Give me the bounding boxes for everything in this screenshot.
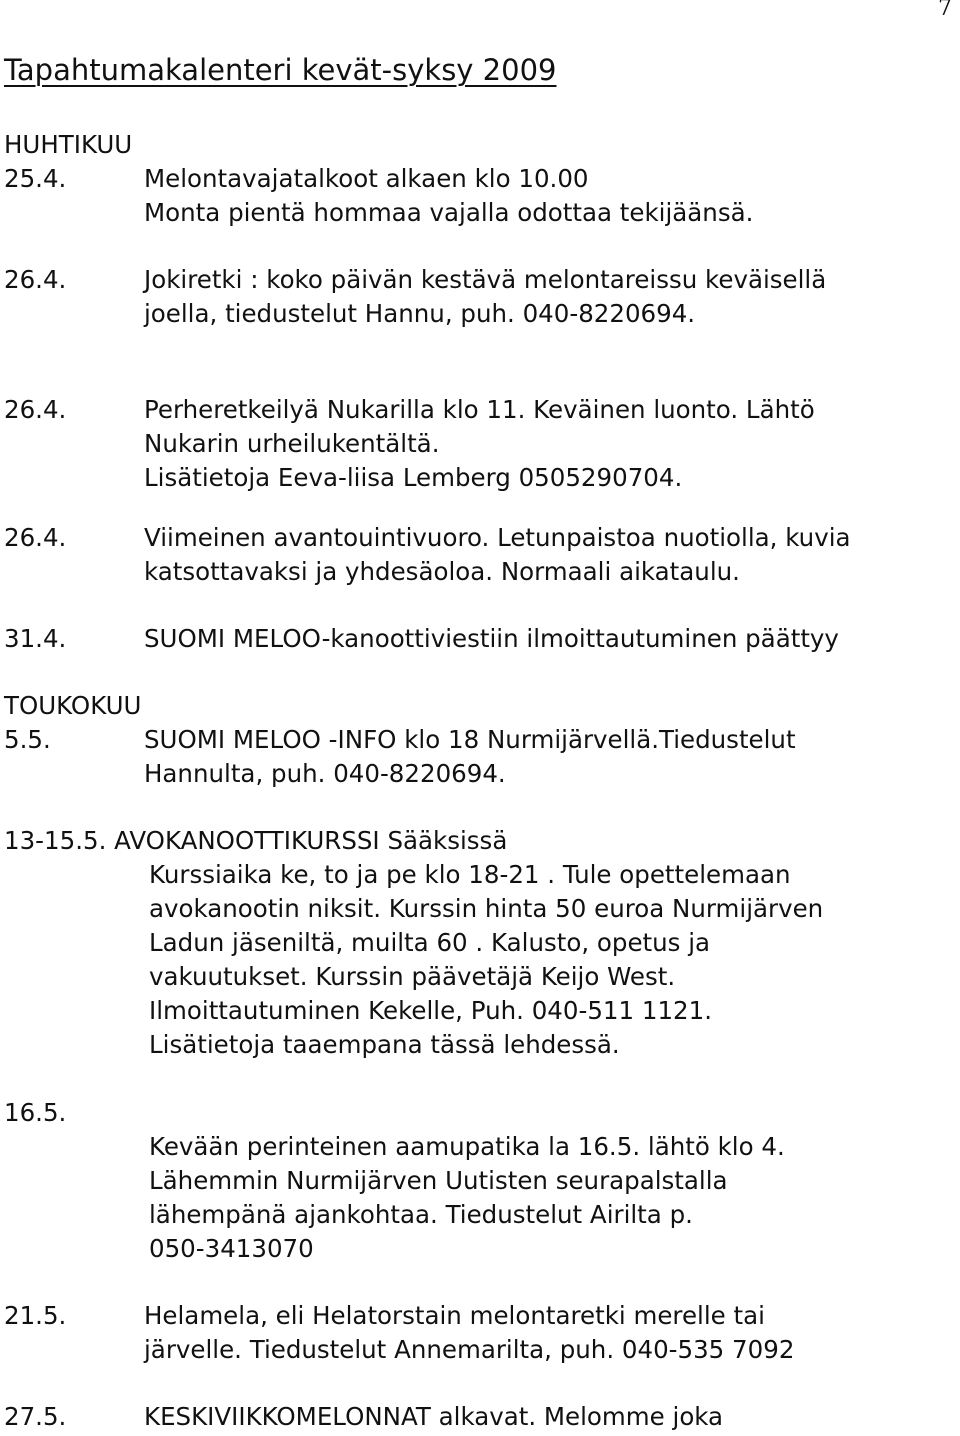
- event-date: 26.4.: [4, 265, 67, 294]
- event-text: Monta pientä hommaa vajalla odottaa tekijäänsä.: [144, 198, 754, 227]
- event-text: Helamela, eli Helatorstain melontaretki merelle tai: [144, 1301, 765, 1330]
- event-text: Perheretkeilyä Nukarilla klo 11. Keväinen luonto. Lähtö: [144, 395, 815, 424]
- page-number: 7: [938, 0, 952, 21]
- event-date: 13-15.5. AVOKANOOTTIKURSSI Sääksissä: [4, 826, 508, 855]
- event-text: avokanootin niksit. Kurssin hinta 50 euroa Nurmijärven: [149, 894, 824, 923]
- event-date: 16.5.: [4, 1098, 67, 1127]
- event-text: Kurssiaika ke, to ja pe klo 18-21 . Tule opettelemaan: [149, 860, 791, 889]
- event-text: vakuutukset. Kurssin päävetäjä Keijo West.: [149, 962, 676, 991]
- event-text: 050-3413070: [149, 1234, 314, 1263]
- event-date: 26.4.: [4, 523, 67, 552]
- event-text: joella, tiedustelut Hannu, puh. 040-8220694.: [144, 299, 696, 328]
- event-text: Kevään perinteinen aamupatika la 16.5. lähtö klo 4.: [149, 1132, 785, 1161]
- event-text: lähempänä ajankohtaa. Tiedustelut Airilta p.: [149, 1200, 693, 1229]
- month-heading: TOUKOKUU: [4, 691, 142, 720]
- event-text: SUOMI MELOO-kanoottiviestiin ilmoittautuminen päättyy: [144, 624, 839, 653]
- event-date: 26.4.: [4, 395, 67, 424]
- event-text: Viimeinen avantouintivuoro. Letunpaistoa nuotiolla, kuvia: [144, 523, 851, 552]
- event-text: Lähemmin Nurmijärven Uutisten seurapalstalla: [149, 1166, 728, 1195]
- event-text: Lisätietoja taaempana tässä lehdessä.: [149, 1030, 620, 1059]
- event-text: järvelle. Tiedustelut Annemarilta, puh. 040-535 7092: [144, 1335, 795, 1364]
- event-text: Ilmoittautuminen Kekelle, Puh. 040-511 1121.: [149, 996, 713, 1025]
- page-title: Tapahtumakalenteri kevät-syksy 2009: [4, 53, 557, 87]
- event-text: Hannulta, puh. 040-8220694.: [144, 759, 506, 788]
- event-date: 27.5.: [4, 1402, 67, 1431]
- event-text: Ladun jäseniltä, muilta 60 . Kalusto, opetus ja: [149, 928, 711, 957]
- event-date: 5.5.: [4, 725, 51, 754]
- event-text: Melontavajatalkoot alkaen klo 10.00: [144, 164, 589, 193]
- event-text: katsottavaksi ja yhdesäoloa. Normaali aikataulu.: [144, 557, 740, 586]
- event-text: Lisätietoja Eeva-liisa Lemberg 0505290704.: [144, 463, 683, 492]
- event-text: Jokiretki : koko päivän kestävä melontareissu keväisellä: [144, 265, 827, 294]
- month-heading: HUHTIKUU: [4, 130, 133, 159]
- event-text: KESKIVIIKKOMELONNAT alkavat. Melomme joka: [144, 1402, 724, 1431]
- event-date: 25.4.: [4, 164, 67, 193]
- event-date: 31.4.: [4, 624, 67, 653]
- event-date: 21.5.: [4, 1301, 67, 1330]
- event-text: Nukarin urheilukentältä.: [144, 429, 440, 458]
- event-text: SUOMI MELOO -INFO klo 18 Nurmijärvellä.Tiedustelut: [144, 725, 796, 754]
